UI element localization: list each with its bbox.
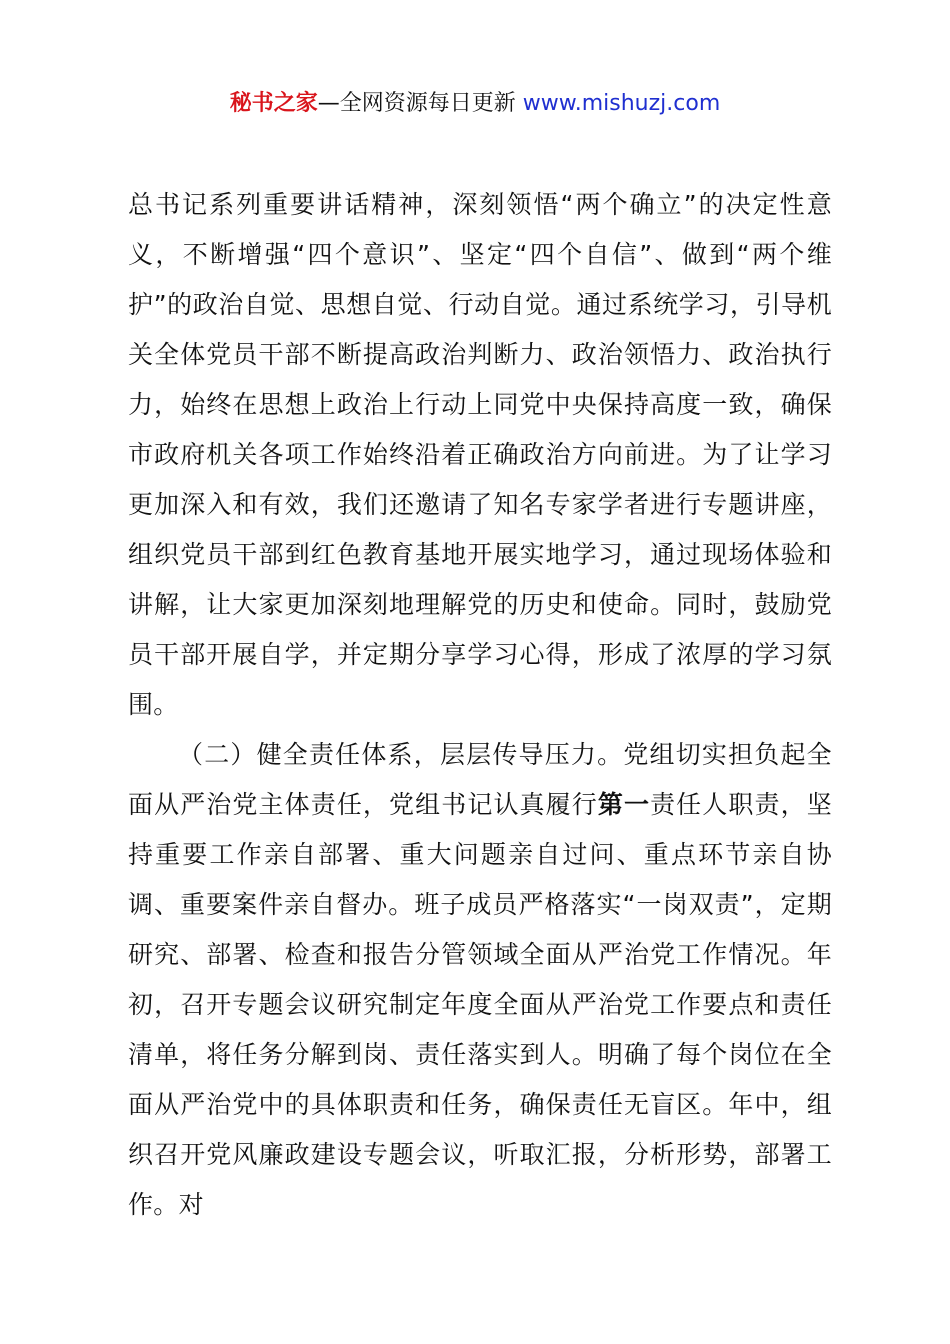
- header-tagline: —全网资源每日更新: [317, 91, 523, 116]
- site-url-link[interactable]: www.mishuzj.com: [522, 91, 721, 116]
- document-body: [128, 180, 832, 1230]
- brand-name: 秘书之家: [229, 91, 318, 116]
- paragraph-text-part2: 责任人职责，坚持重要工作亲自部署、重大问题亲自过问、重点环节亲自协调、重要案件亲自督办。班子成员严格落实“一岗双责”，定期研究、部署、检查和报告分管领域全面从严治党工作情况。年初，召开专题会议研究制定年度全面从严治党工作要点和责任清单，将任务分解到岗、责任落实到人。明确了每个岗位在全面从严治党中的具体职责和任务，确保责任无盲区。年中，组织召开党风廉政建设专题会议，听取汇报，分析形势，部署工作。对: [128, 790, 832, 1219]
- paragraph-continuation: 总书记系列重要讲话精神，深刻领悟“两个确立”的决定性意义，不断增强“四个意识”、坚定“四个自信”、做到“两个维护”的政治自觉、思想自觉、行动自觉。通过系统学习，引导机关全体党员干部不断提高政治判断力、政治领悟力、政治执行力，始终在思想上政治上行动上同党中央保持高度一致，确保市政府机关各项工作始终沿着正确政治方向前进。为了让学习更加深入和有效，我们还邀请了知名专家学者进行专题讲座，组织党员干部到红色教育基地开展实地学习，通过现场体验和讲解，让大家更加深刻地理解党的历史和使命。同时，鼓励党员干部开展自学，并定期分享学习心得，形成了浓厚的学习氛围。: [128, 190, 832, 719]
- paragraph-bold-term: 第一: [597, 790, 651, 819]
- paragraph-responsibility-system: [128, 730, 832, 1230]
- site-header: [0, 86, 950, 122]
- paragraph-text-part1: （二）健全责任体系，层层传导压力。党组切实担负起全面从严治党主体责任，党组书记认真履行: [128, 740, 832, 819]
